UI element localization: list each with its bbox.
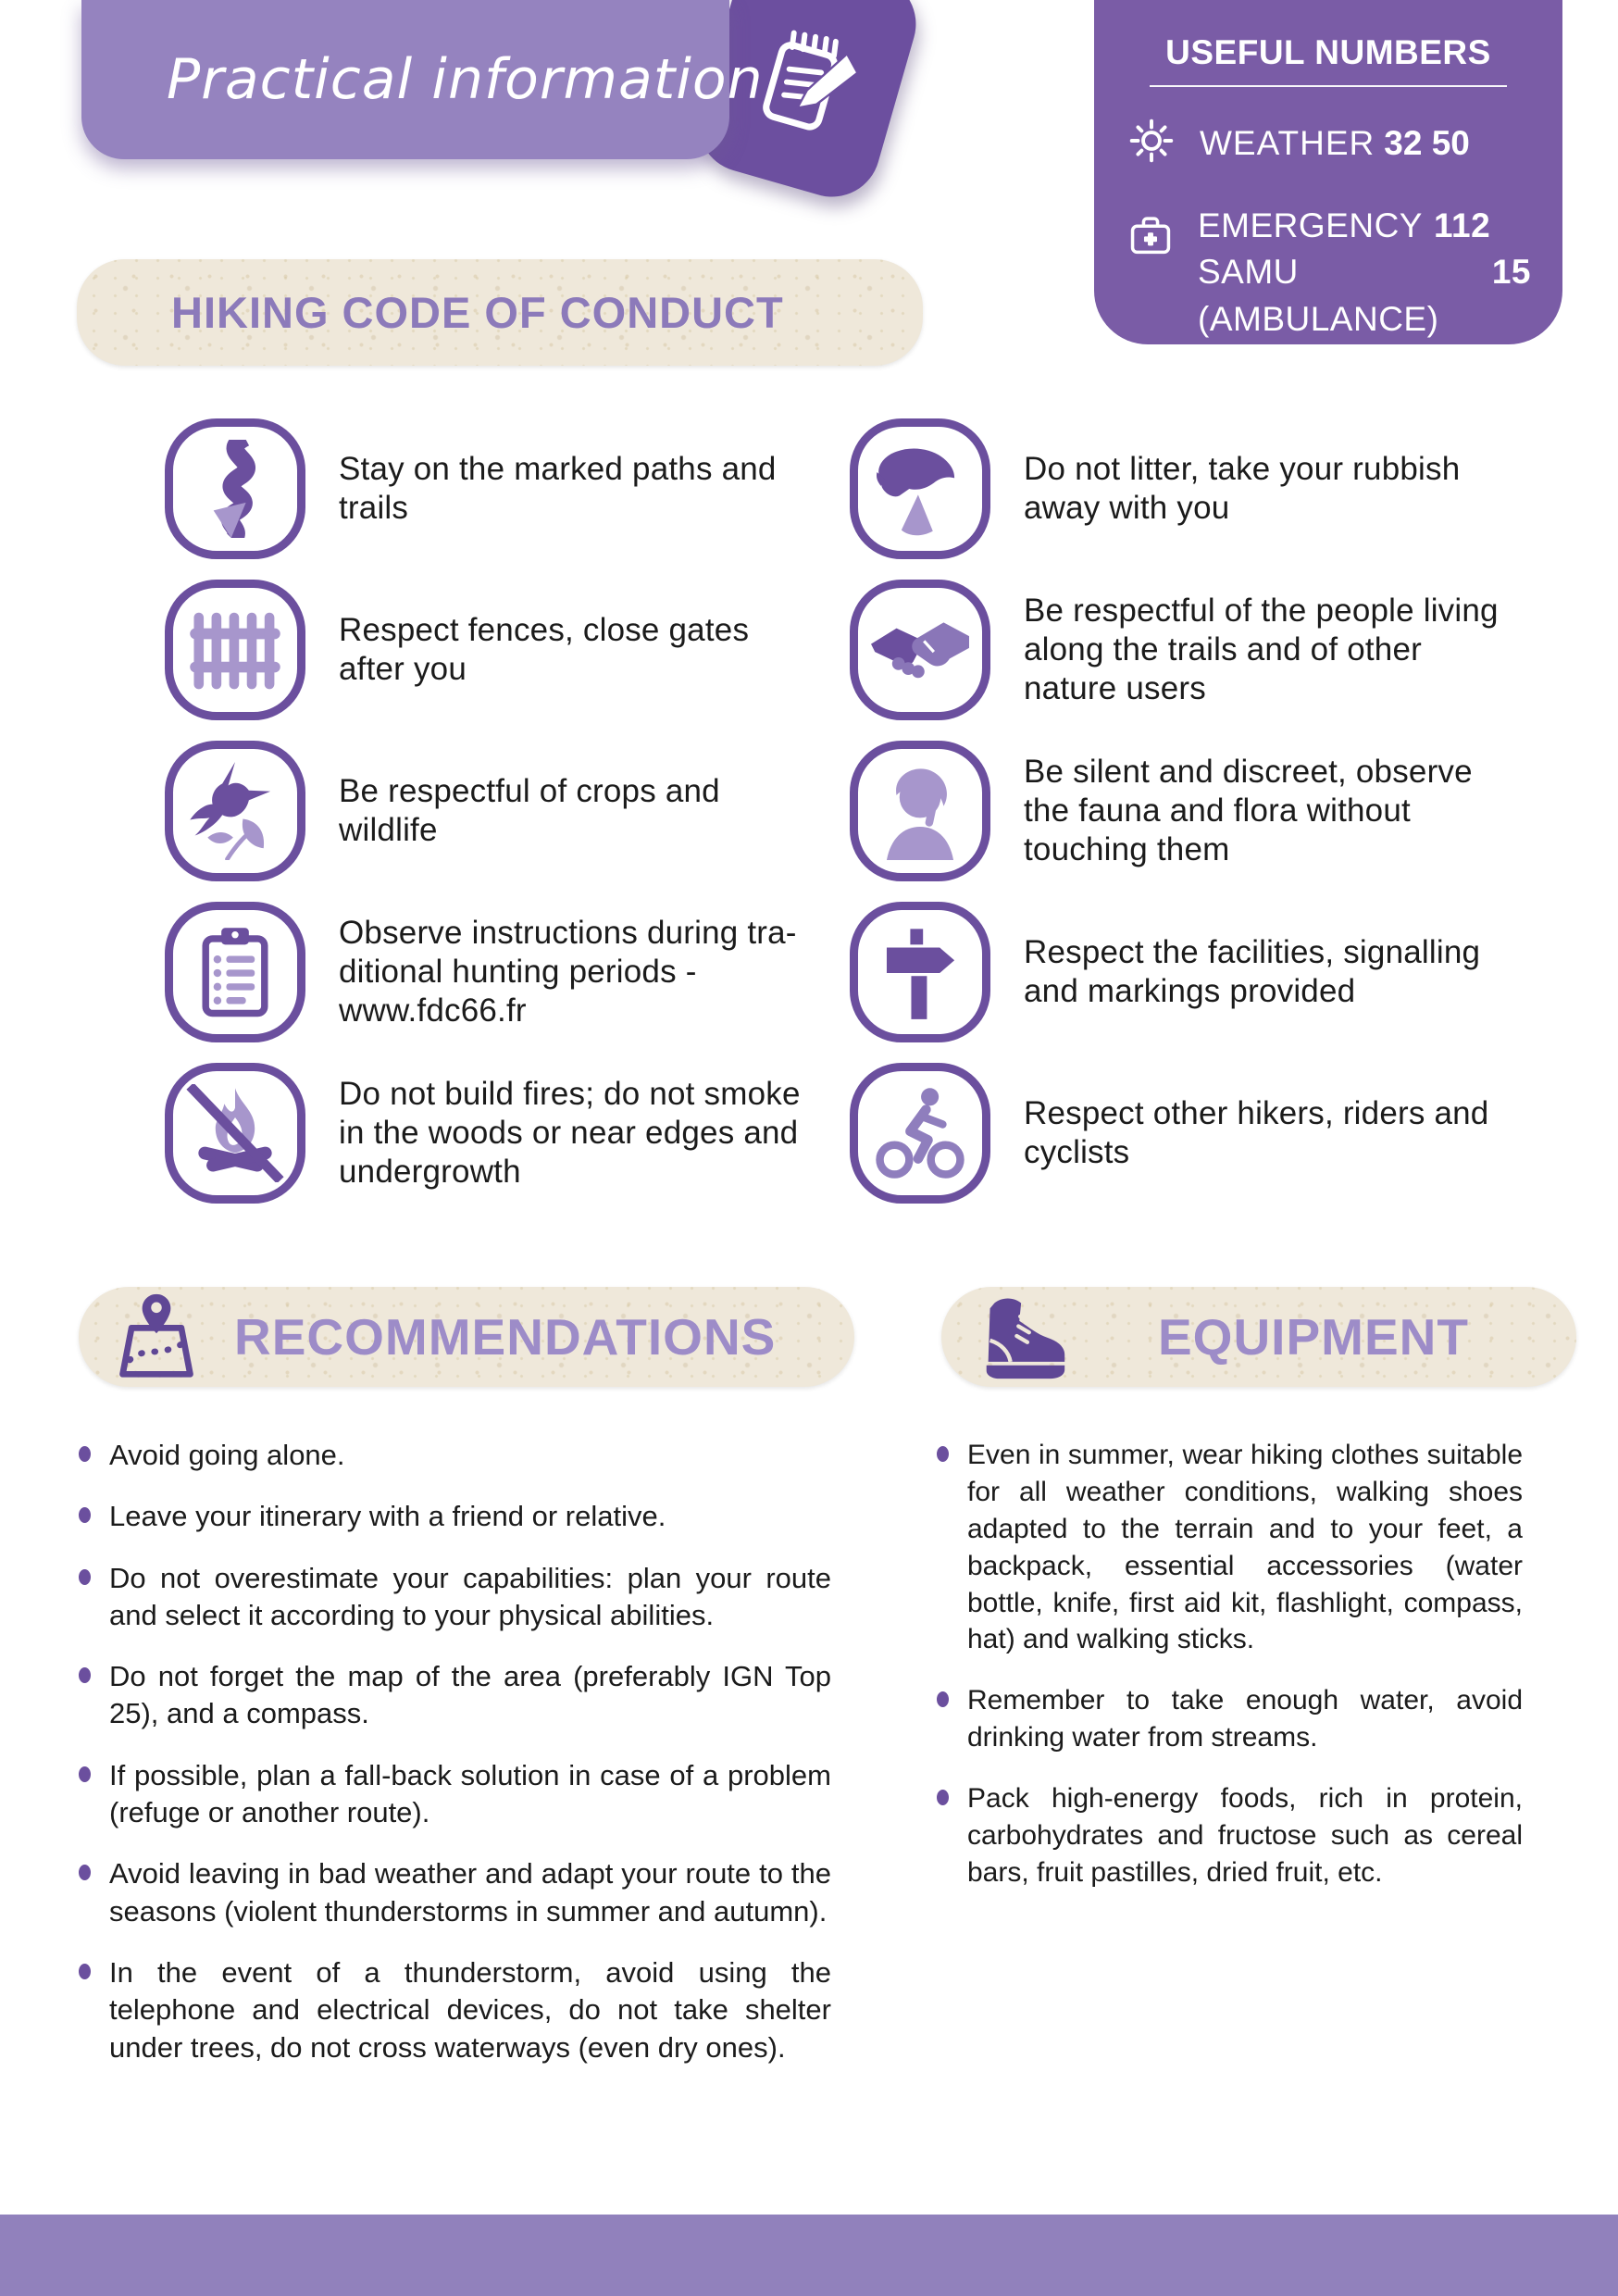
- list-item: [79, 1855, 838, 1930]
- conduct-item-text: Respect other hikers, riders and cyclists: [1024, 1095, 1489, 1170]
- list-item-text: Pack high-energy foods, rich in protein, carbohydrates and fructose such as cereal bars, fruit pastilles, dried fruit, etc.: [967, 1783, 1523, 1888]
- list-item-text: Do not forget the map of the area (preferably IGN Top 25), and a compass.: [109, 1660, 831, 1730]
- conduct-item: [850, 1063, 1516, 1204]
- conduct-section-banner: [77, 259, 923, 366]
- line-number: 112: [1433, 206, 1491, 244]
- conduct-item: [850, 418, 1516, 559]
- hummingbird-icon: [165, 741, 305, 881]
- conduct-item-text: Stay on the marked paths and trails: [339, 451, 777, 526]
- emergency-lines: [1198, 203, 1531, 389]
- list-item-text: In the event of a thunderstorm, avoid using the telephone and electrical devices, do not take shelter under trees, do not cross waterways (even dry ones).: [109, 1955, 831, 2064]
- conduct-item: [165, 580, 850, 720]
- conduct-item-text: Do not build fires; do not smoke in the woods or near edges and undergrowth: [339, 1076, 801, 1190]
- list-item-text: If possible, plan a fall-back solution in case of a problem (refuge or another route).: [109, 1758, 831, 1829]
- conduct-item-text: Do not litter, take your rubbish away with you: [1024, 451, 1461, 526]
- conduct-item: [165, 741, 850, 881]
- conduct-item-text: Be respectful of the people living along the trails and of other nature users: [1024, 593, 1499, 706]
- page-header: [81, 0, 764, 159]
- equipment-banner: [941, 1287, 1576, 1387]
- line-label: EMERGENCY: [1198, 206, 1423, 244]
- divider: [1150, 85, 1506, 87]
- emergency-line: [1198, 343, 1531, 389]
- weather-label: WEATHER: [1200, 123, 1375, 162]
- useful-numbers-title: USEFUL NUMBERS: [1165, 33, 1491, 71]
- conduct-item: [850, 741, 1516, 881]
- no-fire-icon: [165, 1063, 305, 1204]
- bullet-icon: [79, 1964, 91, 1979]
- conduct-section-title: HIKING CODE OF CONDUCT: [171, 288, 784, 337]
- footer-bar: [0, 2215, 1618, 2296]
- fence-icon: [165, 580, 305, 720]
- bullet-icon: [79, 1569, 91, 1585]
- bullet-icon: [79, 1766, 91, 1782]
- line-label: SAMU (AMBULANCE): [1198, 253, 1439, 338]
- list-item-text: Avoid going alone.: [109, 1439, 345, 1471]
- silence-icon: [850, 741, 990, 881]
- conduct-item-text: Respect the facilities, signalling and markings provided: [1024, 934, 1481, 1009]
- bullet-icon: [79, 1667, 91, 1683]
- conduct-item: [850, 902, 1516, 1042]
- list-item: [79, 1757, 838, 1832]
- bullet-icon: [937, 1446, 949, 1462]
- conduct-column-left: [165, 418, 850, 1204]
- list-item-text: Do not overestimate your capabilities: plan your route and select it according to your physical abilities.: [109, 1561, 831, 1631]
- weather-number: 32 50: [1384, 123, 1470, 162]
- useful-numbers-panel: [1094, 0, 1562, 384]
- line-number: 18: [1465, 345, 1505, 384]
- line-label: FIREFIGHTERS: [1198, 345, 1455, 384]
- equipment-title: EQUIPMENT: [1158, 1308, 1469, 1366]
- list-item-text: Leave your itinerary with a friend or relative.: [109, 1500, 666, 1533]
- hiking-boot-icon: [980, 1292, 1069, 1381]
- weather-row: [1126, 115, 1531, 171]
- recommendations-title: RECOMMENDATIONS: [234, 1308, 777, 1366]
- conduct-item: [165, 902, 850, 1042]
- recommendations-list: [79, 1437, 838, 2090]
- conduct-item-text: Be respectful of crops and wildlife: [339, 773, 720, 848]
- emergency-line: [1198, 203, 1531, 249]
- conduct-item: [165, 418, 850, 559]
- clipboard-icon: [165, 902, 305, 1042]
- conduct-column-right: [850, 418, 1516, 1204]
- list-item: [937, 1437, 1529, 1658]
- no-litter-icon: [850, 418, 990, 559]
- list-item-text: Remember to take enough water, avoid drinking water from streams.: [967, 1685, 1523, 1753]
- cyclist-icon: [850, 1063, 990, 1204]
- list-item-text: Avoid leaving in bad weather and adapt your route to the seasons (violent thunderstorms in summer and autumn).: [109, 1857, 831, 1928]
- map-pin-icon: [112, 1292, 201, 1381]
- conduct-item: [850, 580, 1516, 720]
- list-item: [937, 1682, 1529, 1756]
- conduct-item-text: Respect fences, close gates after you: [339, 612, 750, 687]
- list-item: [79, 1658, 838, 1733]
- handshake-icon: [850, 580, 990, 720]
- page-title: Practical information: [167, 47, 764, 112]
- trail-icon: [165, 418, 305, 559]
- equipment-list: [937, 1437, 1529, 1915]
- list-item-text: Even in summer, wear hiking clothes suitable for all weather conditions, walking shoes adapted to the terrain and to your feet, a backpack, essential accessories (water bottle, knife, first aid kit, flashlight, compass, hat) and walking sticks.: [967, 1440, 1523, 1655]
- conduct-item-text: Observe instructions during tra-ditional hunting periods - www.fdc66.fr: [339, 915, 797, 1029]
- conduct-item-text: Be silent and discreet, observe the fauna and flora without touching them: [1024, 754, 1473, 867]
- bullet-icon: [79, 1446, 91, 1462]
- conduct-item: [165, 1063, 850, 1204]
- bullet-icon: [79, 1865, 91, 1880]
- list-item: [937, 1780, 1529, 1891]
- list-item: [79, 1437, 838, 1474]
- first-aid-kit-icon: [1126, 203, 1176, 265]
- list-item: [79, 1560, 838, 1635]
- line-number: 15: [1491, 253, 1531, 292]
- sun-icon: [1126, 115, 1177, 171]
- emergency-line: [1198, 249, 1531, 343]
- bullet-icon: [79, 1507, 91, 1523]
- signpost-icon: [850, 902, 990, 1042]
- weather-entry: [1200, 124, 1470, 163]
- recommendations-banner: [79, 1287, 854, 1387]
- bullet-icon: [937, 1691, 949, 1707]
- bullet-icon: [937, 1790, 949, 1805]
- emergency-block: [1126, 203, 1531, 389]
- list-item: [79, 1954, 838, 2066]
- list-item: [79, 1498, 838, 1535]
